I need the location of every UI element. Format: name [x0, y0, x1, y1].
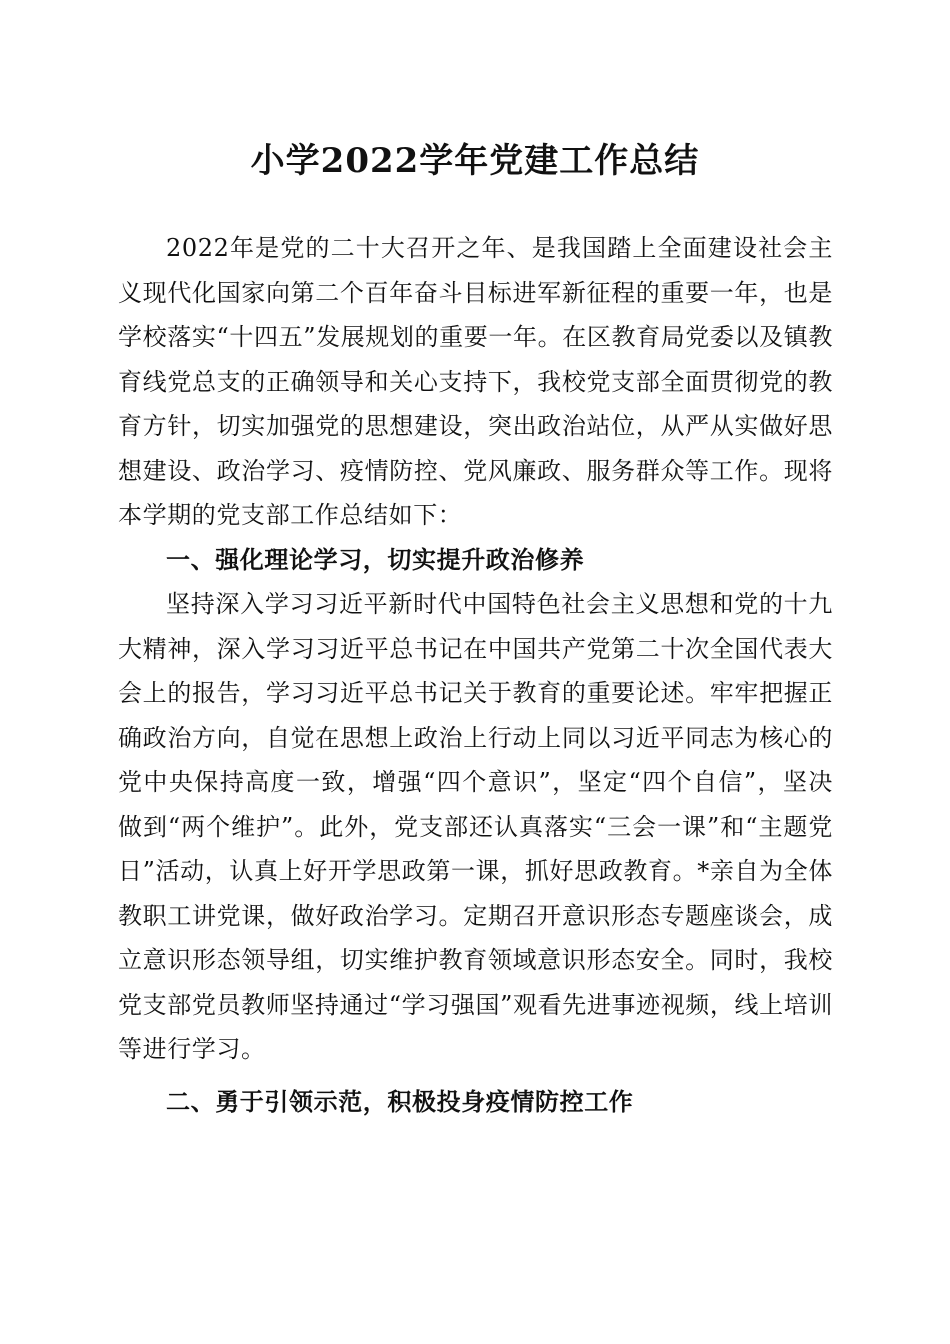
section-2-heading: 二、勇于引领示范，积极投身疫情防控工作	[166, 1087, 634, 1116]
section-1-paragraph: 坚持深入学习习近平新时代中国特色社会主义思想和党的十九大精神，深入学习习近平总书记在中国共产党第二十次全国代表大会上的报告，学习习近平总书记关于教育的重要论述。牢牢把握正确政治方向，自觉在思想上政治上行动上同以习近平同志为核心的党中央保持高度一致，增强“四个意识”，坚定“四个自信”，坚决做到“两个维护”。此外，党支部还认真落实“三会一课”和“主题党日”活动，认真上好开学思政第一课，抓好思政教育。*亲自为全体教职工讲党课，做好政治学习。定期召开意识形态专题座谈会，成立意识形态领导组，切实维护教育领域意识形态安全。同时，我校党支部党员教师坚持通过“学习强国”观看先进事迹视频，线上培训等进行学习。	[118, 590, 833, 1063]
document-title: 小学2022学年党建工作总结	[250, 141, 700, 181]
document-body	[118, 226, 833, 1124]
intro-paragraph: 2022年是党的二十大召开之年、是我国踏上全面建设社会主义现代化国家向第二个百年奋斗目标进军新征程的重要一年，也是学校落实“十四五”发展规划的重要一年。在区教育局党委以及镇教育线党总支的正确领导和关心支持下，我校党支部全面贯彻党的教育方针，切实加强党的思想建设，突出政治站位，从严从实做好思想建设、政治学习、疫情防控、党风廉政、服务群众等工作。现将本学期的党支部工作总结如下：	[118, 234, 833, 529]
section-1-heading: 一、强化理论学习，切实提升政治修养	[166, 545, 585, 574]
